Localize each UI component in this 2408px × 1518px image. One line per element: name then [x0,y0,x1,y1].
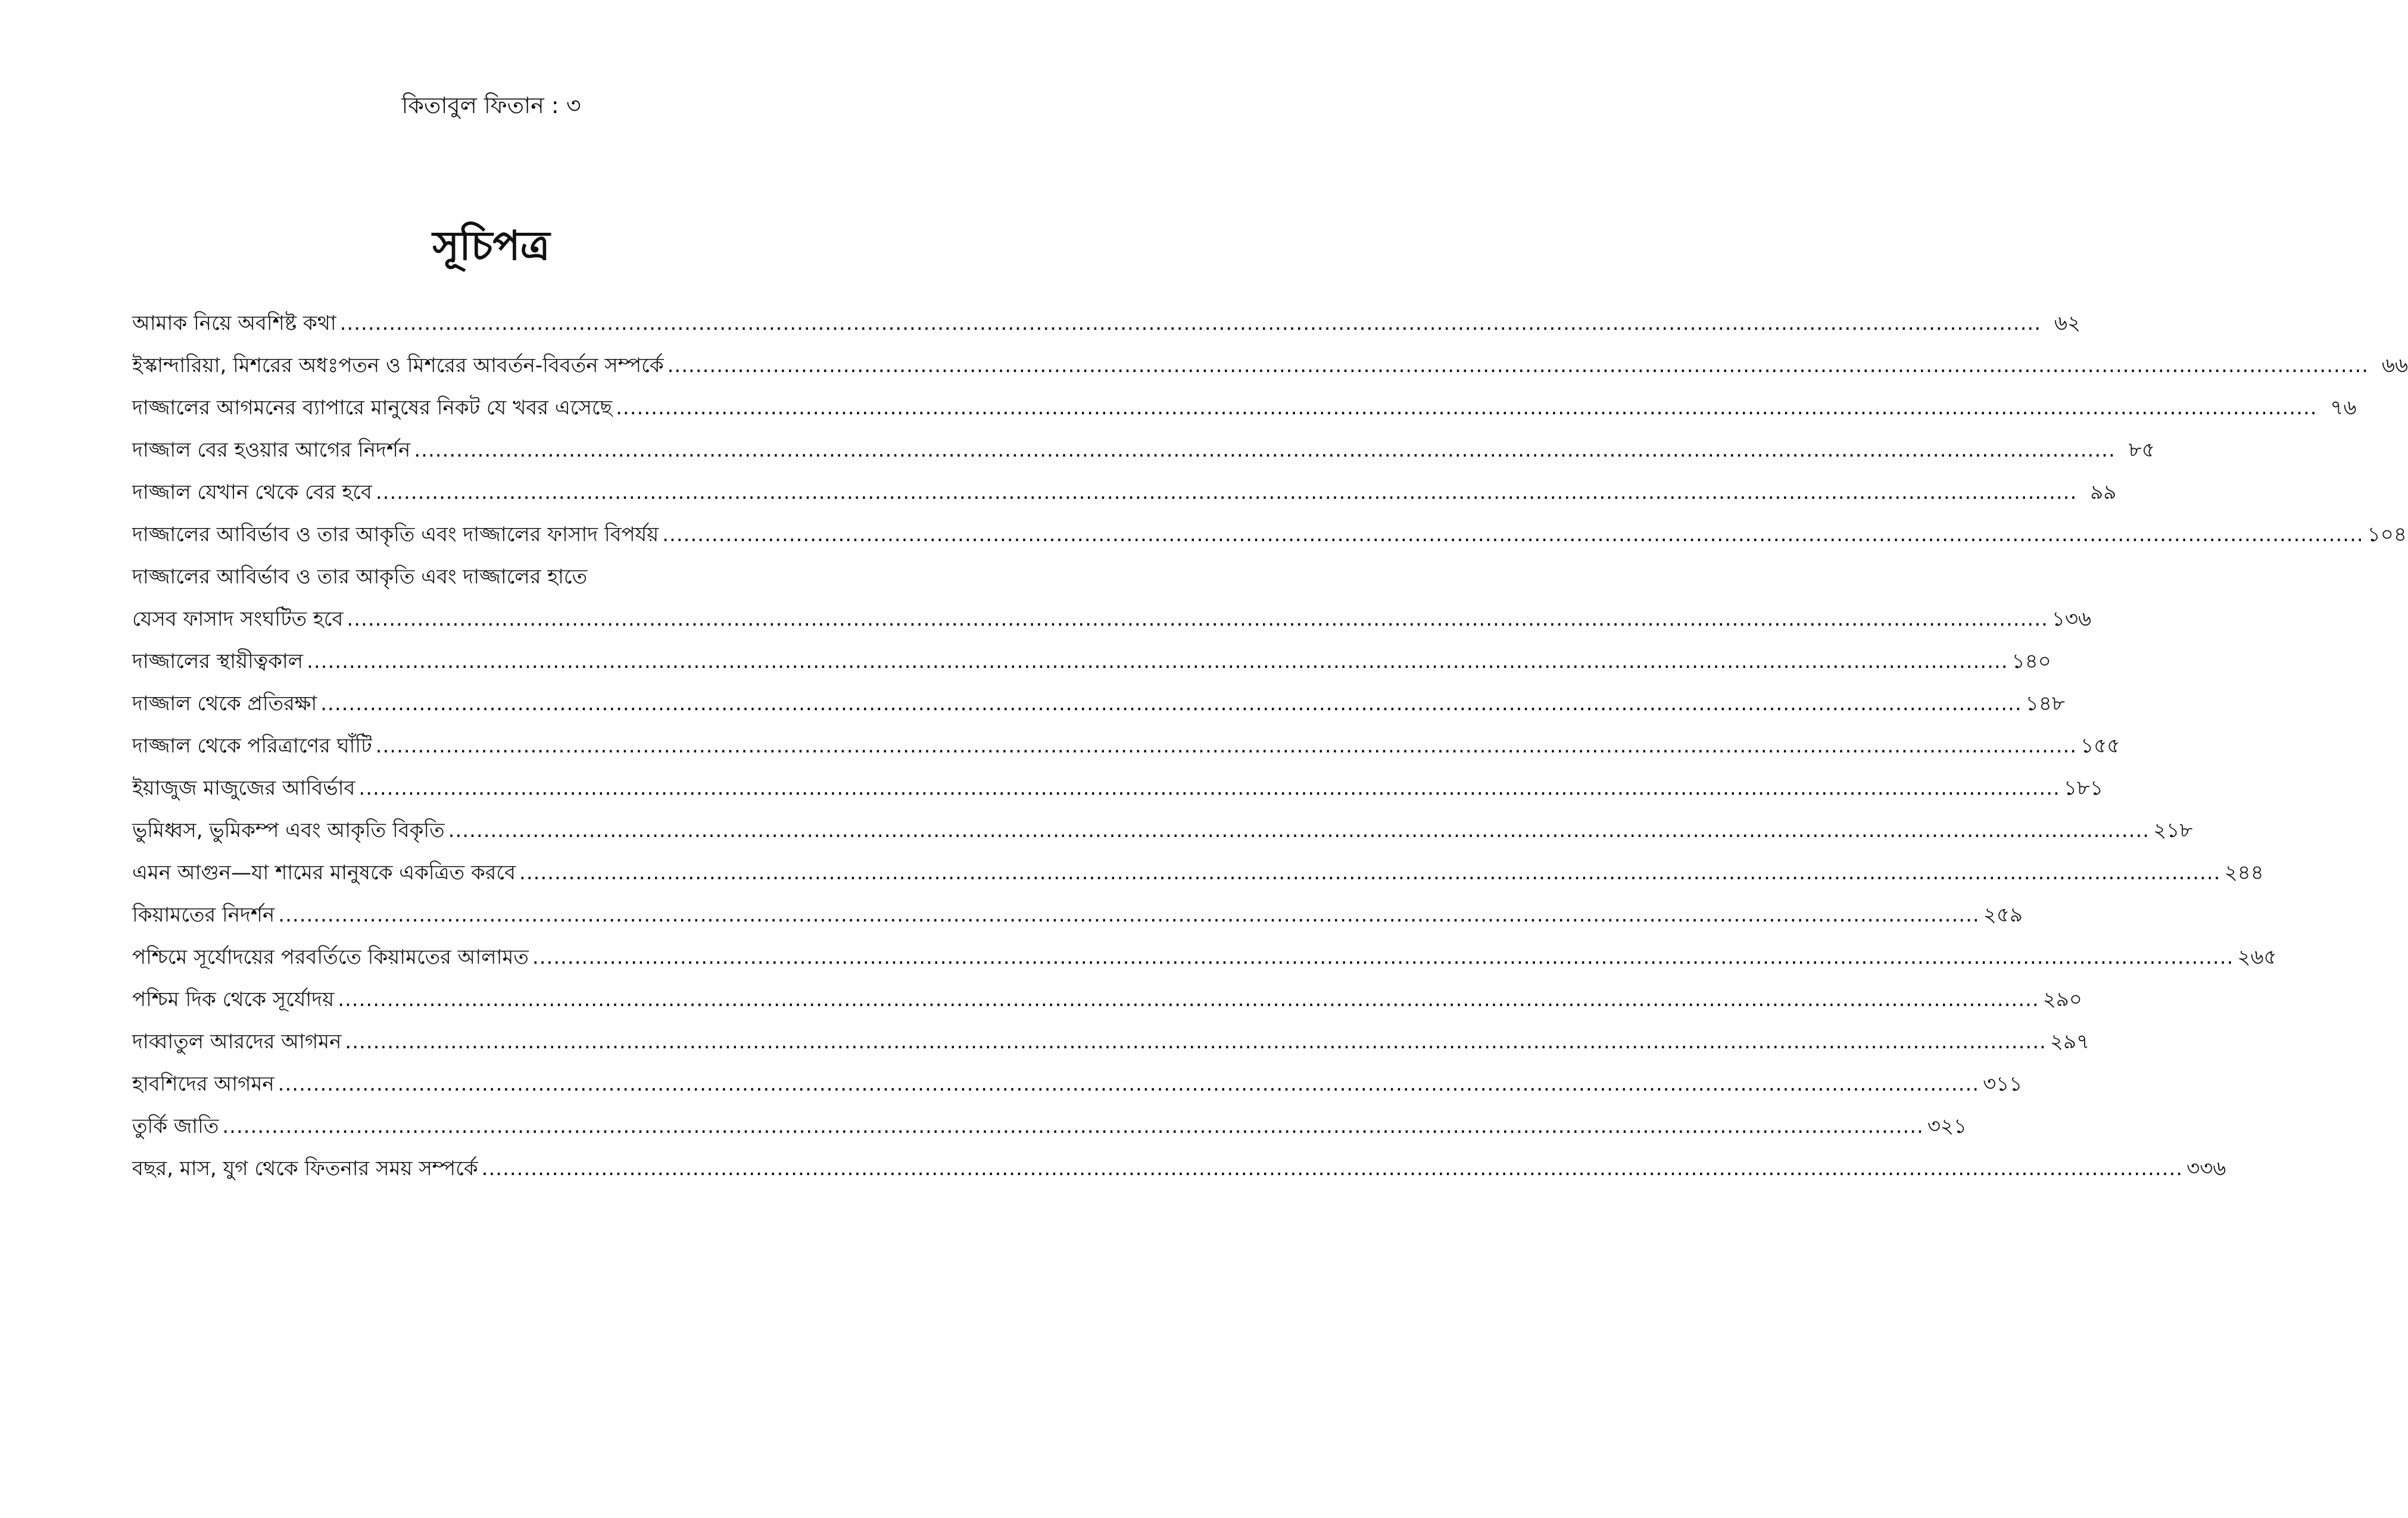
table-of-contents [132,302,2408,1190]
toc-entry-line [132,556,822,598]
toc-leader-dots [358,767,2060,810]
toc-entry-title: ভুমিধ্বস, ভুমিকম্প এবং আকৃতি বিকৃতি [132,819,445,842]
toc-entry [132,767,2104,810]
toc-entry [132,1063,2023,1105]
toc-entry-title: হাবশিদের আগমন [132,1072,275,1096]
toc-entry-title: কিয়ামতের নিদর্শন [132,903,275,927]
toc-entry [132,979,2082,1021]
toc-entry [132,387,2357,429]
toc-entry-page: ২৯৭ [2050,1030,2090,1054]
toc-entry-page: ৩১১ [1983,1072,2023,1096]
page-title: সূচিপত্র [432,223,550,270]
toc-leader-dots [222,1105,1923,1148]
toc-entry-title: দাজ্জাল থেকে পরিত্রাণের ঘাঁটি [132,734,372,758]
toc-entry [132,894,2023,936]
toc-entry [132,514,2407,556]
toc-entry-page: ১৪৮ [2025,692,2065,716]
toc-leader-dots [616,387,2317,429]
toc-entry-title: দাজ্জালের আবির্ভাব ও তার আকৃতি এবং দাজ্জালের ফাসাদ বিপর্যয় [132,523,659,546]
toc-leader-dots [662,514,2363,556]
toc-entry [132,1148,2226,1190]
toc-entry-page: ৩২১ [1927,1114,1967,1138]
toc-leader-dots [278,1063,1979,1105]
toc-entry-title: দাজ্জালের আবির্ভাব ও তার আকৃতি এবং দাজ্জালের হাতে [132,565,588,589]
toc-entry [132,936,2277,979]
running-header: কিতাবুল ফিতান : ৩ [401,92,581,118]
toc-leader-dots [340,302,2041,345]
toc-entry-page: ৯৯ [2090,480,2117,504]
toc-entry [132,1021,2090,1063]
toc-leader-dots [482,1148,2183,1190]
toc-leader-dots [376,471,2077,514]
toc-entry [132,345,2408,387]
toc-entry-page: ১৫৫ [2081,734,2120,758]
toc-leader-dots [347,598,2048,641]
toc-leader-dots [345,1021,2046,1063]
toc-entry-title: দাজ্জালের আগমনের ব্যাপারে মানুষের নিকট যে খবর এসেছে [132,396,613,420]
toc-leader-dots [338,979,2039,1021]
toc-entry-page: ৭৬ [2330,396,2357,420]
toc-entry [132,429,2155,471]
toc-entry-title: যেসব ফাসাদ সংঘটিত হবে [132,607,344,631]
toc-leader-dots [278,894,1979,936]
toc-entry-title: দাজ্জালের স্থায়ীত্বকাল [132,649,304,673]
toc-entry-page: ৮৫ [2128,438,2155,462]
toc-entry-page: ১০৪ [2367,523,2407,546]
toc-entry-title: ইস্কান্দারিয়া, মিশরের অধঃপতন ও মিশরের আবর্তন-বিবর্তন সম্পর্কে [132,354,664,377]
toc-entry-page: ২৬৫ [2237,945,2277,969]
toc-entry-title: দাব্বাতুল আরদের আগমন [132,1030,342,1054]
toc-leader-dots [532,936,2234,979]
toc-entry [132,810,2193,852]
toc-leader-dots [667,345,2369,387]
toc-entry-page: ২৪৪ [2224,861,2264,885]
toc-entry [132,1105,1967,1148]
toc-entry [132,683,2065,725]
toc-entry-page: ৬৬ [2381,354,2408,377]
toc-entry-title: বছর, মাস, যুগ থেকে ফিতনার সময় সম্পর্কে [132,1157,478,1180]
toc-entry-title: তুর্কি জাতি [132,1114,219,1138]
toc-entry-title: দাজ্জাল যেখান থেকে বের হবে [132,480,372,504]
toc-entry [132,471,2117,514]
toc-entry-page: ১৪০ [2011,649,2051,673]
toc-entry [132,641,2051,683]
toc-entry-title: এমন আগুন—যা শামের মানুষকে একত্রিত করবে [132,861,516,885]
toc-entry-title: আমাক নিয়ে অবশিষ্ট কথা [132,311,336,335]
toc-entry-title: দাজ্জাল বের হওয়ার আগের নিদর্শন [132,438,411,462]
toc-entry-title: পশ্চিম দিক থেকে সূর্যোদয় [132,988,335,1011]
toc-entry-page: ২৫৯ [1983,903,2023,927]
toc-entry-page: ১৩৬ [2051,607,2092,631]
toc-entry-title: ইয়াজুজ মাজুজের আবির্ভাব [132,776,355,800]
toc-entry [132,852,2264,894]
toc-entry-page: ৩৩৬ [2186,1157,2226,1180]
toc-leader-dots [376,725,2077,767]
toc-leader-dots [320,683,2022,725]
toc-leader-dots [307,641,2008,683]
toc-entry-page: ৬২ [2054,311,2081,335]
toc-entry-title: দাজ্জাল থেকে প্রতিরক্ষা [132,692,317,716]
toc-leader-dots [414,429,2115,471]
toc-leader-dots [448,810,2150,852]
toc-entry [132,725,2120,767]
toc-entry [132,598,2092,641]
toc-entry-title: পশ্চিমে সূর্যোদয়ের পরবর্তিতে কিয়ামতের আলামত [132,945,529,969]
toc-leader-dots [519,852,2220,894]
toc-entry-page: ১৮১ [2063,776,2104,800]
toc-entry-page: ২১৮ [2153,819,2193,842]
toc-entry [132,302,2081,345]
toc-entry-page: ২৯০ [2042,988,2082,1011]
